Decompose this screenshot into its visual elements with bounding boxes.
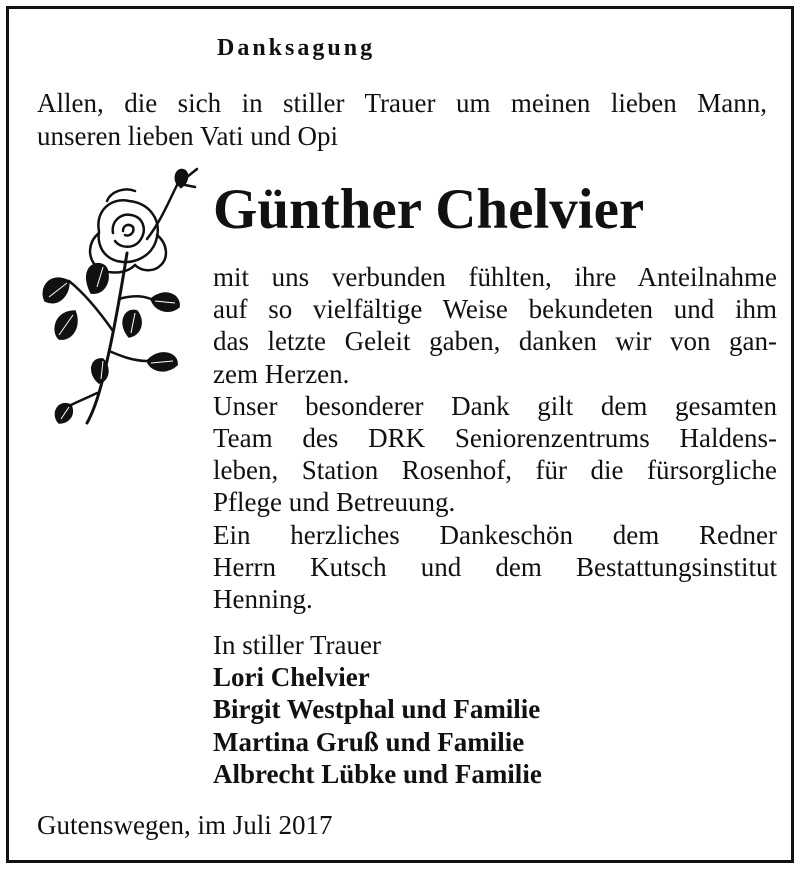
text-line: Unser besonderer Dank gilt dem gesamten bbox=[213, 390, 777, 421]
text-line: Henning. bbox=[213, 584, 313, 615]
text-line: mit uns verbunden fühlten, ihre Anteilnahme bbox=[213, 262, 777, 292]
intro-line: Allen, die sich in stiller Trauer um meinen lieben Mann, bbox=[37, 88, 767, 118]
notice-heading: Danksagung bbox=[217, 35, 376, 61]
mourner-name: Lori Chelvier bbox=[213, 662, 370, 693]
text-line: Herrn Kutsch und dem Bestattungsinstitut bbox=[213, 551, 777, 582]
thanks-text bbox=[213, 261, 777, 615]
text-line: leben, Station Rosenhof, für die fürsorgliche bbox=[213, 455, 777, 486]
place-date: Gutenswegen, im Juli 2017 bbox=[37, 810, 333, 840]
text-line: auf so vielfältige Weise bekundeten und ihm bbox=[213, 294, 777, 325]
text-line: zem Herzen. bbox=[213, 358, 350, 389]
deceased-name: Günther Chelvier bbox=[213, 178, 645, 241]
mourner-name: Albrecht Lübke und Familie bbox=[213, 758, 542, 789]
mourning-intro: In stiller Trauer bbox=[213, 630, 381, 660]
intro-text bbox=[37, 87, 767, 153]
text-line: Pflege und Betreuung. bbox=[213, 487, 456, 518]
text-line: Ein herzliches Dankeschön dem Redner bbox=[213, 519, 777, 550]
mourners-block bbox=[213, 629, 542, 790]
text-line: Team des DRK Seniorenzentrums Haldens- bbox=[213, 423, 777, 454]
text-line: das letzte Geleit gaben, danken wir von gan- bbox=[213, 326, 777, 357]
mourner-name: Birgit Westphal und Familie bbox=[213, 694, 541, 725]
intro-line: unseren lieben Vati und Opi bbox=[37, 121, 338, 151]
obituary-notice bbox=[6, 6, 794, 863]
mourner-name: Martina Gruß und Familie bbox=[213, 726, 525, 757]
rose-icon bbox=[29, 161, 204, 431]
